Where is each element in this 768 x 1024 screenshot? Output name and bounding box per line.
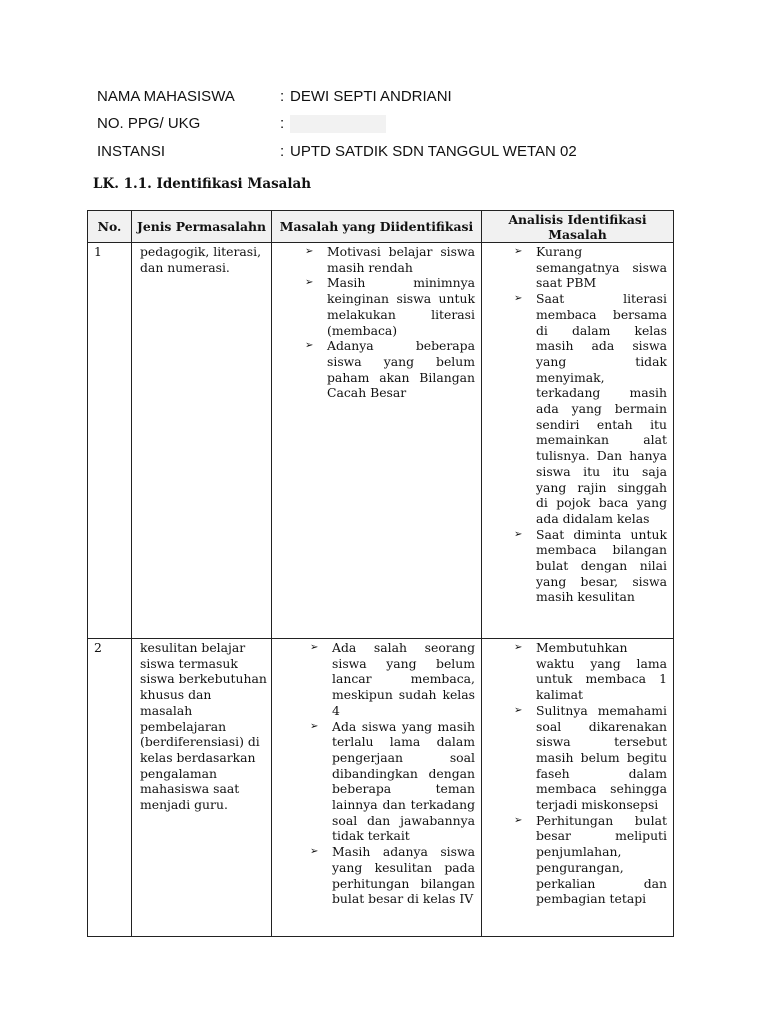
header-masalah: Masalah yang Diidentifikasi	[272, 211, 482, 243]
list-item: ➢ Sulitnya memahami soal dikarenakan siswa tersebut masih belum begitu faseh dalam membaca sehingga terjadi miskonsepsi	[514, 702, 667, 813]
list-item: ➢ Membutuhkan waktu yang lama untuk membaca 1 kalimat	[514, 640, 667, 703]
header-analisis: Analisis Identifikasi Masalah	[482, 211, 674, 243]
arrow-bullet-icon: ➢	[310, 720, 319, 732]
arrow-bullet-icon: ➢	[305, 246, 314, 257]
arrow-bullet-icon: ➢	[305, 340, 314, 352]
list-item: ➢ Masih minimnya keinginan siswa untuk melakukan literasi (membaca)	[305, 275, 475, 338]
colon: :	[280, 143, 285, 160]
row-number: 1	[88, 243, 132, 639]
problem-type: pedagogik, literasi, dan numerasi.	[132, 243, 272, 639]
arrow-bullet-icon: ➢	[514, 704, 523, 716]
list-item: ➢ Ada salah seorang siswa yang belum lancar membaca, meskipun sudah kelas 4	[310, 640, 475, 718]
list-item: ➢ Saat diminta untuk membaca bilangan bulat dengan nilai yang besar, siswa masih kesulitan	[514, 526, 667, 605]
arrow-bullet-icon: ➢	[514, 246, 523, 257]
list-item: ➢ Saat literasi membaca bersama di dalam kelas masih ada siswa yang tidak menyimak, terkadang masih ada yang bermain sendiri entah itu memainkan alat tulisnya. Dan hanya siswa itu itu saja yang rajin singgah di pojok baca yang ada didalam kelas	[514, 291, 667, 526]
identified-problems	[272, 639, 482, 937]
header-jenis: Jenis Permasalahn	[132, 211, 272, 243]
redacted-value-box	[290, 115, 386, 133]
student-name-label: NAMA MAHASISWA	[97, 88, 235, 105]
institution-label: INSTANSI	[97, 143, 166, 160]
student-name-value: DEWI SEPTI ANDRIANI	[290, 88, 452, 105]
table-header-row	[88, 211, 674, 243]
arrow-bullet-icon: ➢	[514, 293, 523, 305]
identified-problems	[272, 243, 482, 639]
problem-analysis	[482, 639, 674, 937]
list-item: ➢ Kurang semangatnya siswa saat PBM	[514, 244, 667, 291]
problem-type: kesulitan belajar siswa termasuk siswa berkebutuhan khusus dan masalah pembelajaran (berdiferensiasi) di kelas berdasarkan pengalaman mahasiswa saat menjadi guru.	[132, 639, 272, 937]
problem-identification-table	[87, 210, 674, 937]
arrow-bullet-icon: ➢	[514, 814, 523, 826]
list-item: ➢ Motivasi belajar siswa masih rendah	[305, 244, 475, 275]
list-item: ➢ Ada siswa yang masih terlalu lama dalam pengerjaan soal dibandingkan dengan beberapa teman lainnya dan terkadang soal dan jawabannya tidak terkait	[310, 718, 475, 844]
arrow-bullet-icon: ➢	[310, 846, 319, 858]
institution-value: UPTD SATDIK SDN TANGGUL WETAN 02	[290, 143, 577, 160]
arrow-bullet-icon: ➢	[514, 642, 523, 653]
arrow-bullet-icon: ➢	[514, 528, 523, 540]
table-row	[88, 639, 674, 937]
section-title: LK. 1.1. Identifikasi Masalah	[93, 176, 312, 192]
arrow-bullet-icon: ➢	[310, 642, 319, 653]
row-number: 2	[88, 639, 132, 937]
arrow-bullet-icon: ➢	[305, 277, 314, 289]
colon: :	[280, 115, 285, 132]
ppg-number-label: NO. PPG/ UKG	[97, 115, 201, 132]
header-no: No.	[88, 211, 132, 243]
list-item: ➢ Perhitungan bulat besar meliputi penjumlahan, pengurangan, perkalian dan pembagian tetapi	[514, 812, 667, 907]
problem-analysis	[482, 243, 674, 639]
list-item: ➢ Adanya beberapa siswa yang belum paham akan Bilangan Cacah Besar	[305, 338, 475, 401]
colon: :	[280, 88, 285, 105]
list-item: ➢ Masih adanya siswa yang kesulitan pada perhitungan bilangan bulat besar di kelas IV	[310, 844, 475, 907]
table-row	[88, 243, 674, 639]
